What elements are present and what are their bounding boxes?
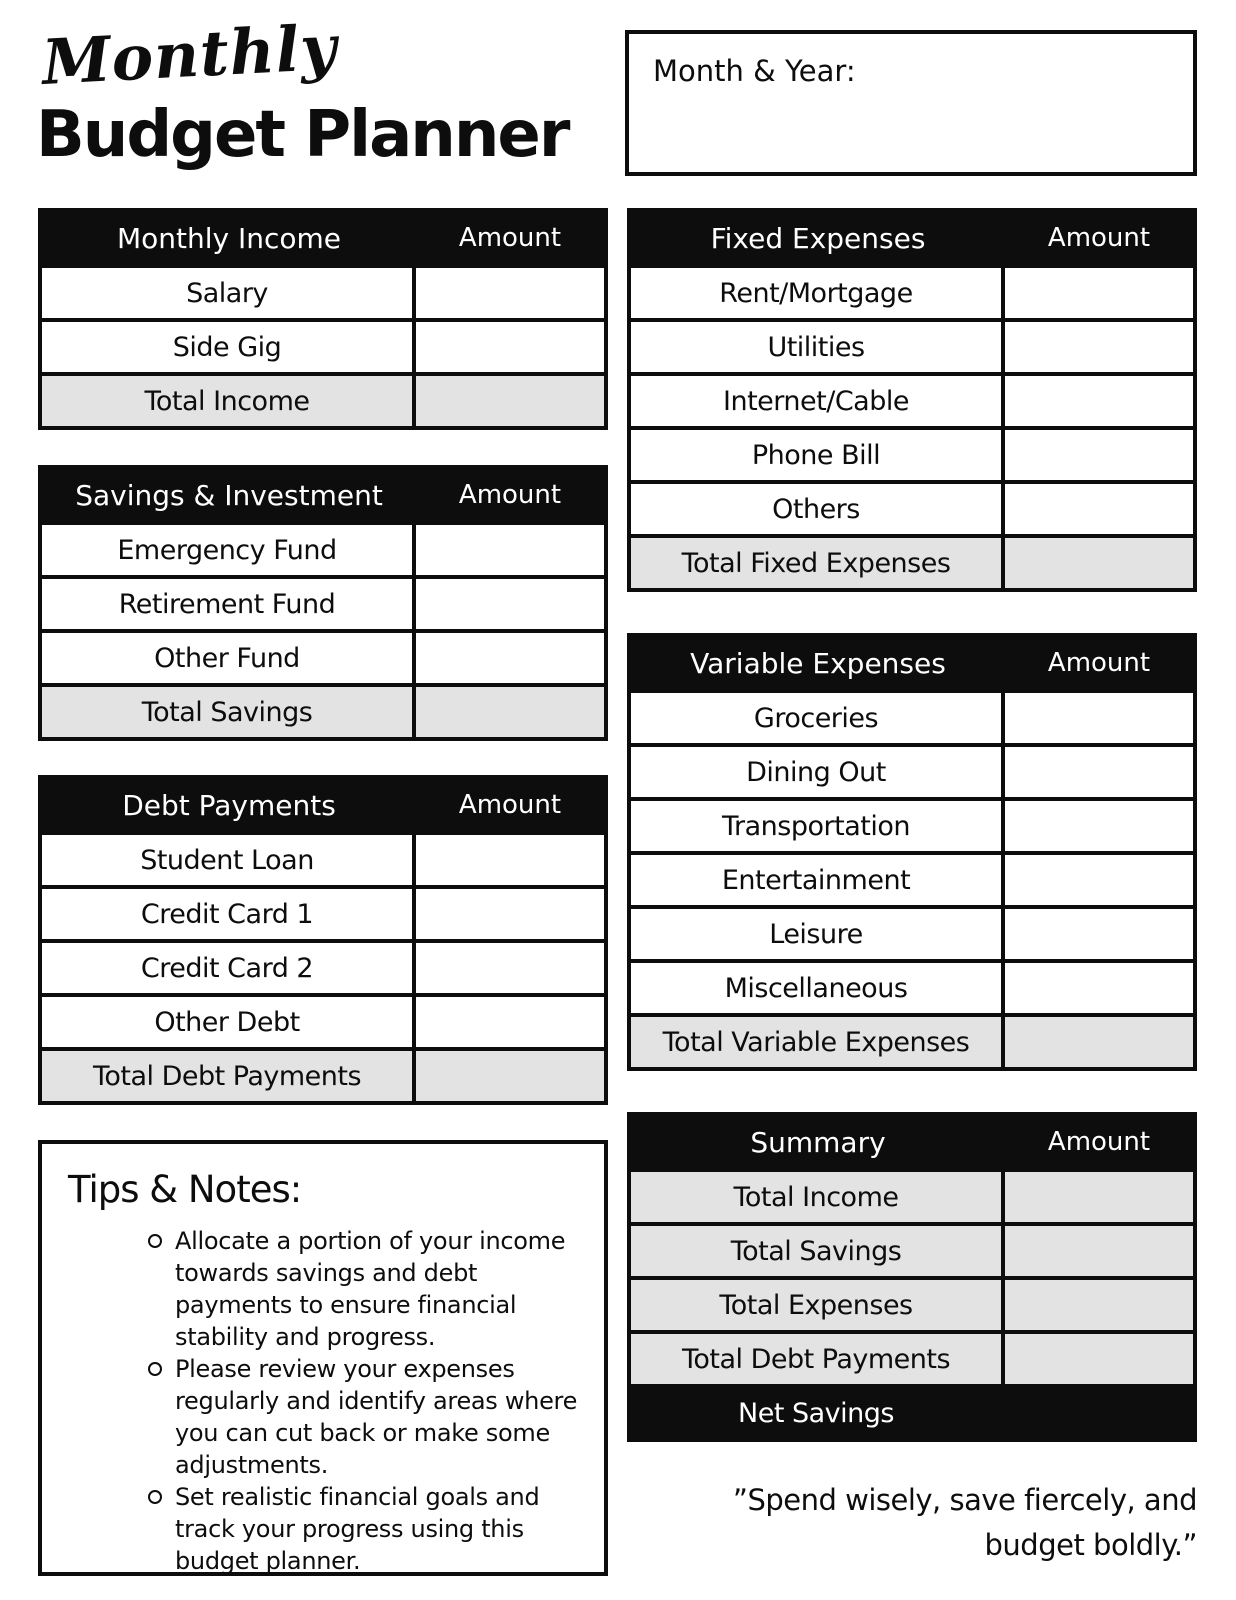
total-row (42, 683, 604, 737)
row-label: Rent/Mortgage (631, 268, 1005, 318)
row-label: Total Debt Payments (42, 1051, 416, 1101)
row-label: Leisure (631, 909, 1005, 959)
amount-cell[interactable] (416, 579, 604, 629)
title-script: Monthly (40, 10, 339, 100)
table-header-label: Debt Payments (122, 788, 336, 822)
row-label: Student Loan (42, 835, 416, 885)
amount-column-header: Amount (1047, 223, 1151, 253)
tip-text: Please review your expenses regularly and identify areas where you can cut back or make some adjustments. (175, 1355, 578, 1479)
amount-cell[interactable] (1005, 268, 1193, 318)
row-label: Dining Out (631, 747, 1005, 797)
row-label: Other Debt (42, 997, 416, 1047)
tip-text: Set realistic financial goals and track your progress using this budget planner. (175, 1483, 540, 1575)
amount-cell[interactable] (416, 889, 604, 939)
amount-cell[interactable] (1005, 538, 1193, 588)
row-label: Miscellaneous (631, 963, 1005, 1013)
amount-cell[interactable] (416, 322, 604, 372)
row-label: Total Income (631, 1172, 1005, 1222)
amount-cell[interactable] (1005, 693, 1193, 743)
amount-cell[interactable] (416, 687, 604, 737)
row-label: Net Savings (738, 1397, 894, 1429)
amount-cell[interactable] (416, 633, 604, 683)
row-label: Other Fund (42, 633, 416, 683)
table-row (631, 426, 1193, 480)
table-header (631, 637, 1193, 689)
table-row (42, 939, 604, 993)
page-title: Budget Planner (36, 98, 569, 172)
amount-cell[interactable] (1005, 1280, 1193, 1330)
row-label: Emergency Fund (42, 525, 416, 575)
amount-cell[interactable] (1005, 1172, 1193, 1222)
summary-table (627, 1112, 1197, 1442)
table-row (631, 959, 1193, 1013)
bullet-icon (148, 1490, 162, 1504)
amount-cell[interactable] (1005, 322, 1193, 372)
table-row (42, 993, 604, 1047)
row-label: Total Savings (42, 687, 416, 737)
amount-column-header: Amount (458, 480, 562, 510)
table-row (631, 1330, 1193, 1384)
amount-cell[interactable] (416, 1051, 604, 1101)
table-row (631, 318, 1193, 372)
amount-cell[interactable] (1005, 484, 1193, 534)
table-row (631, 905, 1193, 959)
table-row (42, 885, 604, 939)
row-label: Side Gig (42, 322, 416, 372)
table-row (631, 1222, 1193, 1276)
month-year-input[interactable] (859, 48, 1183, 162)
month-year-label: Month & Year: (653, 54, 856, 88)
table-row (631, 1276, 1193, 1330)
table-header (42, 469, 604, 521)
row-label: Salary (42, 268, 416, 318)
amount-cell[interactable] (1005, 801, 1193, 851)
amount-cell[interactable] (416, 525, 604, 575)
amount-column-header: Amount (1047, 648, 1151, 678)
row-label: Internet/Cable (631, 376, 1005, 426)
amount-column-header: Amount (458, 223, 562, 253)
table-row (42, 264, 604, 318)
row-label: Total Expenses (631, 1280, 1005, 1330)
row-label: Total Variable Expenses (631, 1017, 1005, 1067)
quote-line-1: ”Spend wisely, save fiercely, and (732, 1483, 1197, 1517)
total-row (631, 1013, 1193, 1067)
tip-item (148, 1353, 588, 1481)
amount-cell[interactable] (1005, 963, 1193, 1013)
total-row (42, 1047, 604, 1101)
row-label: Groceries (631, 693, 1005, 743)
amount-cell[interactable] (416, 268, 604, 318)
amount-cell[interactable] (1001, 1388, 1193, 1438)
month-year-box (625, 30, 1197, 176)
amount-cell[interactable] (416, 835, 604, 885)
table-header-label: Fixed Expenses (710, 221, 926, 255)
row-label: Others (631, 484, 1005, 534)
amount-cell[interactable] (1005, 747, 1193, 797)
row-label: Credit Card 2 (42, 943, 416, 993)
table-row (631, 743, 1193, 797)
amount-cell[interactable] (1005, 430, 1193, 480)
table-header (42, 212, 604, 264)
row-label: Entertainment (631, 855, 1005, 905)
amount-cell[interactable] (416, 376, 604, 426)
table-row (631, 480, 1193, 534)
table-row (42, 521, 604, 575)
variable-expenses-table (627, 633, 1197, 1071)
table-row (631, 264, 1193, 318)
table-row (631, 851, 1193, 905)
net-savings-row (631, 1384, 1193, 1438)
total-row (42, 372, 604, 426)
table-row (42, 831, 604, 885)
row-label: Total Fixed Expenses (631, 538, 1005, 588)
debt-payments-table (38, 775, 608, 1105)
row-label: Phone Bill (631, 430, 1005, 480)
amount-cell[interactable] (1005, 1226, 1193, 1276)
table-row (42, 318, 604, 372)
row-label: Utilities (631, 322, 1005, 372)
table-header-label: Savings & Investment (75, 478, 383, 512)
tip-item (148, 1481, 588, 1577)
row-label: Total Debt Payments (631, 1334, 1005, 1384)
table-row (631, 797, 1193, 851)
row-label: Retirement Fund (42, 579, 416, 629)
row-label: Total Income (42, 376, 416, 426)
tips-list (148, 1225, 588, 1577)
quote-line-2: budget boldly.” (984, 1528, 1197, 1562)
monthly-income-table (38, 208, 608, 430)
row-label: Credit Card 1 (42, 889, 416, 939)
amount-column-header: Amount (458, 790, 562, 820)
table-header-label: Variable Expenses (690, 646, 946, 680)
table-row (631, 689, 1193, 743)
bullet-icon (148, 1234, 162, 1248)
table-header (631, 212, 1193, 264)
table-header-label: Summary (750, 1125, 886, 1159)
tip-item (148, 1225, 588, 1353)
amount-cell[interactable] (1005, 1334, 1193, 1384)
fixed-expenses-table (627, 208, 1197, 592)
tip-text: Allocate a portion of your income towards savings and debt payments to ensure financial stability and progress. (175, 1227, 566, 1351)
table-header (42, 779, 604, 831)
amount-cell[interactable] (1005, 909, 1193, 959)
total-row (631, 534, 1193, 588)
quote-text (617, 1478, 1197, 1568)
amount-cell[interactable] (416, 943, 604, 993)
table-row (631, 372, 1193, 426)
amount-cell[interactable] (416, 997, 604, 1047)
bullet-icon (148, 1362, 162, 1376)
table-row (42, 575, 604, 629)
tips-title: Tips & Notes: (68, 1168, 302, 1211)
table-header (631, 1116, 1193, 1168)
row-label: Total Savings (631, 1226, 1005, 1276)
amount-column-header: Amount (1047, 1127, 1151, 1157)
tips-notes-box (38, 1140, 608, 1576)
table-row (42, 629, 604, 683)
row-label: Transportation (631, 801, 1005, 851)
amount-cell[interactable] (1005, 1017, 1193, 1067)
savings-investment-table (38, 465, 608, 741)
table-row (631, 1168, 1193, 1222)
amount-cell[interactable] (1005, 376, 1193, 426)
table-header-label: Monthly Income (116, 221, 342, 255)
amount-cell[interactable] (1005, 855, 1193, 905)
